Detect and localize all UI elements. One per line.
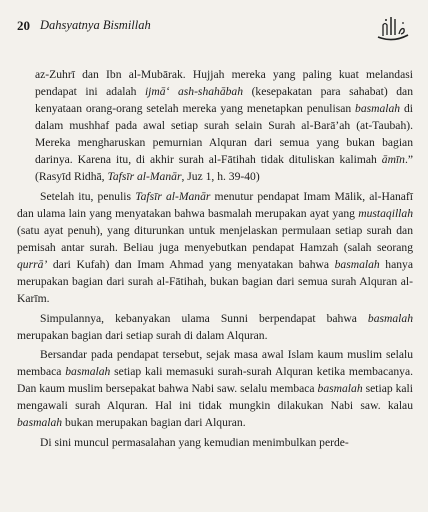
paragraph [17,188,413,307]
text-run: Setelah itu, penulis [40,189,136,203]
paragraph [17,310,413,344]
text-run: dari Kufah) dan Imam Ahmad yang menyatakan bahwa [47,258,335,272]
italic-term: basmalah [367,311,413,325]
italic-term: basmalah [355,102,401,116]
italic-term: Tafsīr al-Manār [107,170,182,184]
italic-term: basmalah [334,258,380,272]
text-run: bukan merupakan bagian dari Alquran. [62,416,246,430]
paragraph [17,66,413,185]
text-run: menutur pendapat Imam Mālik, al-Hanafī dan ulama lain yang menyatakan bahwa basmalah merupakan ayat yang [17,189,414,220]
text-run: hanya merupakan bagian dari surah al-Fātihah, bukan bagian dari semua surah Alquran al-Karīm. [17,258,413,306]
paragraph [17,346,413,431]
text-run: .” (Rasyīd Ridhā, [35,153,413,184]
page-number: 20 [17,18,30,33]
text-run: az-Zuhrī dan Ibn al-Mubārak. Hujjah mereka yang paling kuat melandasi pendapat ini adalah [35,68,413,99]
text-run: Simpulannya, kebanyakan ulama Sunni berpendapat bahwa [40,311,368,325]
text-run: , Juz 1, h. 39-40) [181,170,260,184]
text-run: setiap kali mengawali surah Alquran. Hal ini tidak mungkin dilakukan Nabi saw. kalau [17,382,413,413]
text-run: merupakan bagian dari setiap surah di dalam Alquran. [17,328,268,342]
text-run: (kesepakatan para sahabat) dan kenyataan orang-orang setelah mereka yang menetapkan penulisan [35,85,413,116]
body-text [17,66,413,451]
text-run: di dalam mushhaf pada awal setiap surah selain Surah al-Barā’ah (at-Taubah). Mereka mengharuskan pemurnian Alquran dari semua yang bukan bagian darinya. Karena itu, di akhir surah al-Fātihah tidak dituliskan kalimah [35,102,413,167]
italic-term: basmalah [65,365,111,379]
italic-term: ijmā‘ ash-shahābah [144,85,244,99]
italic-term: Tafsīr al-Manār [135,189,211,203]
italic-term: basmalah [17,416,63,430]
arabic-calligraphy-ornament-icon [374,13,412,41]
italic-term: qurrā’ [17,258,48,272]
page-header [17,13,412,43]
italic-term: mustaqillah [358,206,413,220]
paragraph [17,434,413,451]
text-run: (satu ayat penuh), yang diturunkan untuk menjelaskan permulaan setiap surah dan pemisah antar surah. Beliau juga menyebutkan pendapat Hamzah (salah seorang [17,223,413,254]
text-run: Bersandar pada pendapat tersebut, sejak masa awal Islam kaum muslim selalu membaca [17,348,413,379]
text-run: setiap kali memasuki surah-surah Alquran ketika membacanya. Dan kaum muslim bersepakat bahwa Nabi saw. selalu membaca [17,365,413,396]
italic-term: basmalah [317,382,363,396]
running-title: Dahsyatnya Bismillah [40,18,151,32]
text-run: Di sini muncul permasalahan yang kemudian menimbulkan perde- [40,435,349,449]
italic-term: āmīn [381,153,405,167]
